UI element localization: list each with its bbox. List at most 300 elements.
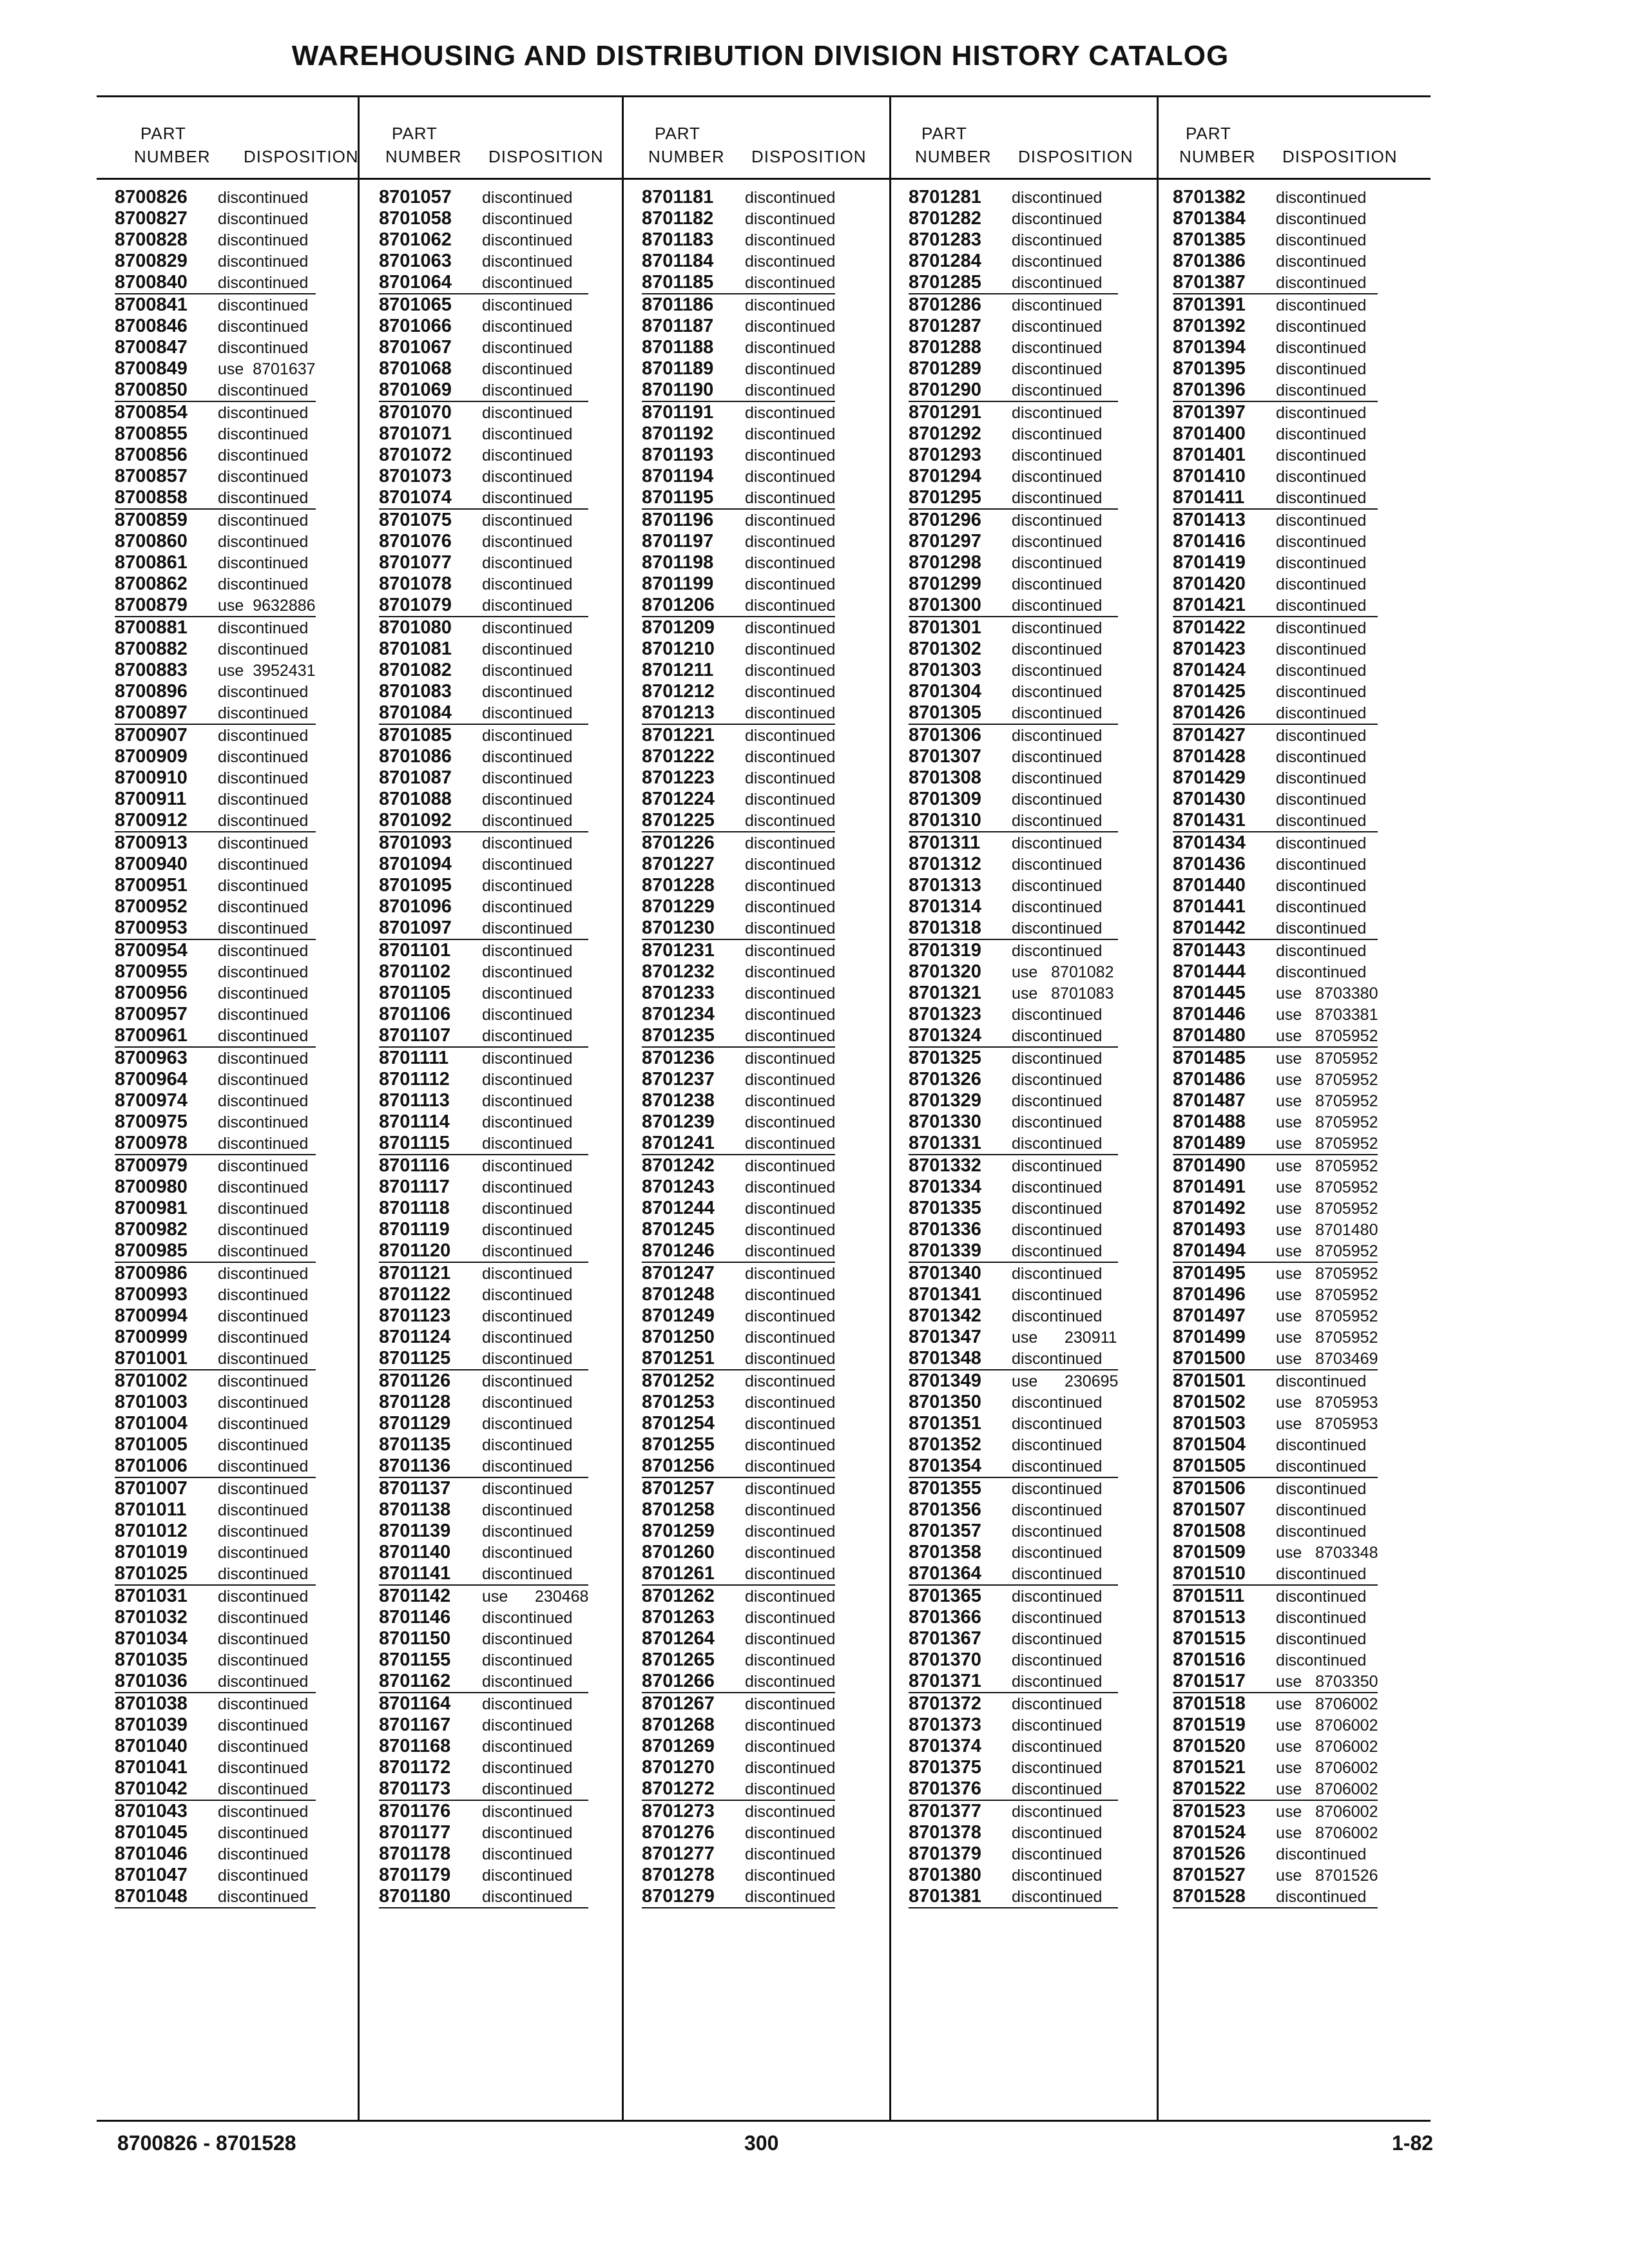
disposition: discontinued [482, 1544, 573, 1562]
table-row [642, 1263, 835, 1284]
disposition: discontinued [745, 189, 836, 207]
part-number: 8701006 [115, 1456, 188, 1476]
disposition: discontinued [1276, 575, 1367, 593]
part-number: 8701493 [1173, 1219, 1246, 1240]
disposition: discontinued [1012, 468, 1103, 486]
part-number: 8700963 [115, 1048, 188, 1068]
number-header-label: NUMBER [1179, 147, 1256, 166]
disposition: discontinued [745, 769, 836, 787]
part-number: 8701501 [1173, 1370, 1246, 1391]
disposition: discontinued [482, 575, 573, 593]
table-row [909, 1542, 1118, 1563]
disposition: discontinued [218, 1803, 309, 1821]
disposition: discontinued [482, 1716, 573, 1735]
disposition: discontinued [218, 1050, 309, 1068]
disposition: discontinued [218, 1350, 309, 1368]
part-number: 8701184 [642, 251, 714, 271]
disposition: discontinued [1276, 210, 1367, 228]
part-number: 8700829 [115, 251, 188, 271]
part-number: 8701395 [1173, 358, 1246, 379]
table-row [1173, 1069, 1378, 1090]
part-number: 8701227 [642, 854, 715, 874]
disposition: use 8705952 [1276, 1092, 1378, 1110]
part-number: 8701092 [379, 810, 452, 831]
table-row [909, 1069, 1118, 1090]
disposition: discontinued [1276, 425, 1367, 443]
part-number: 8701039 [115, 1715, 188, 1735]
disposition: discontinued [745, 1501, 836, 1519]
disposition: discontinued [482, 791, 573, 809]
disposition: discontinued [482, 554, 573, 572]
table-row [1173, 1671, 1378, 1693]
part-header-label: PART [140, 124, 186, 143]
disposition: discontinued [1276, 1588, 1367, 1606]
table-row [379, 1004, 588, 1025]
table-row [642, 1801, 835, 1822]
table-row [379, 1736, 588, 1757]
table-row [642, 294, 835, 316]
disposition: discontinued [1012, 1092, 1103, 1110]
disposition: discontinued [1012, 1780, 1103, 1798]
part-number: 8701364 [909, 1563, 981, 1584]
table-row [115, 1392, 316, 1413]
part-number: 8701291 [909, 402, 981, 423]
part-number: 8701485 [1173, 1048, 1246, 1068]
table-row [379, 1715, 588, 1736]
disposition: discontinued [218, 447, 309, 465]
part-number: 8701126 [379, 1370, 451, 1391]
part-number: 8701198 [642, 552, 714, 573]
disposition: use 8706002 [1276, 1803, 1378, 1821]
disposition-header-label: DISPOSITION [244, 147, 359, 166]
disposition-header-label: DISPOSITION [488, 147, 604, 166]
disposition: discontinued [218, 919, 309, 937]
part-number: 8701371 [909, 1671, 981, 1691]
part-number: 8700855 [115, 423, 188, 444]
table-row [379, 1177, 588, 1198]
part-number: 8701308 [909, 767, 981, 788]
table-row [1173, 380, 1378, 402]
part-number: 8701119 [379, 1219, 450, 1240]
table-row [909, 940, 1118, 961]
disposition: discontinued [482, 1135, 573, 1153]
table-row [115, 1048, 316, 1069]
disposition: discontinued [218, 1544, 309, 1562]
part-number: 8701285 [909, 272, 981, 293]
disposition: discontinued [482, 1071, 573, 1089]
table-row [379, 208, 588, 229]
part-number: 8701495 [1173, 1263, 1246, 1283]
table-row [1173, 337, 1378, 358]
disposition: discontinued [1276, 339, 1367, 357]
disposition: discontinued [482, 1651, 573, 1669]
table-row [1173, 251, 1378, 272]
part-number: 8701491 [1173, 1177, 1246, 1197]
disposition: discontinued [1012, 1242, 1103, 1260]
disposition: discontinued [218, 1265, 309, 1283]
table-row [115, 552, 316, 573]
disposition: use 8706002 [1276, 1780, 1378, 1798]
part-number: 8701509 [1173, 1542, 1246, 1562]
part-number: 8701168 [379, 1736, 451, 1756]
disposition: discontinued [1012, 1394, 1103, 1412]
disposition: discontinued [1012, 1501, 1103, 1519]
part-number: 8701391 [1173, 294, 1246, 315]
part-number: 8701181 [642, 187, 714, 207]
disposition: discontinued [218, 727, 309, 745]
disposition: discontinued [1012, 640, 1103, 658]
table-row [379, 487, 588, 510]
part-number: 8700913 [115, 832, 188, 853]
part-number: 8700978 [115, 1133, 188, 1153]
part-number: 8701223 [642, 767, 715, 788]
disposition: discontinued [745, 1565, 836, 1583]
disposition: discontinued [1012, 942, 1103, 960]
disposition: discontinued [218, 1867, 309, 1885]
part-header-label: PART [392, 124, 438, 143]
table-row [642, 918, 835, 940]
part-number: 8701365 [909, 1586, 981, 1606]
disposition: discontinued [218, 640, 309, 658]
part-number: 8701239 [642, 1111, 715, 1132]
disposition: use 8705953 [1276, 1415, 1378, 1433]
disposition: discontinued [1012, 1050, 1103, 1068]
disposition: discontinued [1276, 704, 1367, 722]
table-row [909, 810, 1118, 832]
table-row [1173, 595, 1378, 617]
part-number: 8701284 [909, 251, 981, 271]
disposition: discontinued [482, 318, 573, 336]
disposition: discontinued [1012, 1350, 1103, 1368]
table-row [642, 1649, 835, 1671]
disposition: discontinued [1276, 1651, 1367, 1669]
table-row [909, 1090, 1118, 1111]
disposition: discontinued [482, 1286, 573, 1304]
table-row [642, 531, 835, 552]
disposition: discontinued [1012, 339, 1103, 357]
part-number: 8701320 [909, 961, 981, 982]
table-row [909, 1628, 1118, 1649]
disposition: discontinued [1276, 1501, 1367, 1519]
part-number: 8701101 [379, 940, 451, 961]
table-row [1173, 639, 1378, 660]
table-row [115, 1542, 316, 1563]
disposition: discontinued [218, 468, 309, 486]
table-row [909, 510, 1118, 531]
disposition: discontinued [218, 533, 309, 551]
table-row [1173, 1456, 1378, 1478]
part-number: 8701311 [909, 832, 981, 853]
disposition: discontinued [482, 748, 573, 766]
table-row [1173, 531, 1378, 552]
disposition: discontinued [1276, 1630, 1367, 1648]
disposition: discontinued [1012, 1867, 1103, 1885]
disposition: discontinued [1012, 575, 1103, 593]
disposition: discontinued [1276, 662, 1367, 680]
table-row [379, 1693, 588, 1715]
part-number: 8701117 [379, 1177, 450, 1197]
table-row [1173, 1327, 1378, 1348]
table-row [379, 1478, 588, 1499]
disposition: discontinued [745, 1286, 836, 1304]
part-number: 8701387 [1173, 272, 1246, 293]
table-row [909, 229, 1118, 251]
disposition: discontinued [218, 791, 309, 809]
part-number: 8701183 [642, 229, 714, 250]
disposition: discontinued [218, 1113, 309, 1131]
disposition: discontinued [482, 339, 573, 357]
part-number: 8701416 [1173, 531, 1246, 552]
table-row [1173, 1586, 1378, 1607]
part-number: 8701146 [379, 1607, 451, 1628]
table-row [115, 1865, 316, 1886]
table-row [115, 1628, 316, 1649]
table-row [642, 1671, 835, 1693]
table-row [1173, 1542, 1378, 1563]
disposition: discontinued [745, 1716, 836, 1735]
table-row [115, 1240, 316, 1263]
disposition: discontinued [218, 942, 309, 960]
table-row [1173, 854, 1378, 875]
disposition: discontinued [218, 296, 309, 314]
disposition: discontinued [745, 640, 836, 658]
table-row [379, 1348, 588, 1370]
part-number: 8701082 [379, 660, 452, 680]
table-row [909, 187, 1118, 208]
disposition: discontinued [745, 1329, 836, 1347]
table-row [642, 1348, 835, 1370]
disposition: discontinued [482, 231, 573, 249]
table-row [642, 1177, 835, 1198]
table-row [115, 531, 316, 552]
part-number: 8700910 [115, 767, 188, 788]
disposition: discontinued [1012, 274, 1103, 292]
table-row [909, 1715, 1118, 1736]
part-number: 8701012 [115, 1521, 188, 1541]
number-header-label: NUMBER [385, 147, 462, 166]
part-number: 8701269 [642, 1736, 715, 1756]
disposition: discontinued [482, 1845, 573, 1863]
disposition: discontinued [745, 919, 836, 937]
part-number: 8701258 [642, 1499, 715, 1520]
table-row [909, 552, 1118, 573]
part-number: 8701266 [642, 1671, 715, 1691]
disposition: discontinued [1012, 296, 1103, 314]
part-number: 8701367 [909, 1628, 981, 1649]
part-number: 8700909 [115, 746, 188, 767]
part-number: 8701096 [379, 896, 452, 917]
disposition: discontinued [1276, 1565, 1367, 1583]
disposition: discontinued [1276, 231, 1367, 249]
part-number: 8701294 [909, 466, 981, 486]
disposition: discontinued [482, 1157, 573, 1175]
part-number: 8701004 [115, 1413, 188, 1434]
part-number: 8701411 [1173, 487, 1245, 508]
part-number: 8700956 [115, 983, 188, 1003]
part-number: 8701370 [909, 1649, 981, 1670]
part-number: 8701124 [379, 1327, 451, 1347]
disposition: discontinued [218, 1394, 309, 1412]
disposition: discontinued [482, 1695, 573, 1713]
part-number: 8701111 [379, 1048, 449, 1068]
table-row [379, 1219, 588, 1240]
table-row [909, 918, 1118, 940]
disposition: discontinued [1276, 253, 1367, 271]
part-number: 8701430 [1173, 789, 1246, 809]
part-number: 8701314 [909, 896, 981, 917]
part-number: 8701520 [1173, 1736, 1246, 1756]
table-row [642, 1305, 835, 1327]
table-row [379, 896, 588, 918]
disposition: use 3952431 [218, 662, 316, 680]
table-row [909, 1004, 1118, 1025]
table-row [379, 1111, 588, 1133]
disposition: discontinued [218, 856, 309, 874]
part-number: 8701242 [642, 1155, 715, 1176]
disposition: discontinued [1276, 856, 1367, 874]
disposition: discontinued [1276, 404, 1367, 422]
part-number: 8701199 [642, 573, 714, 594]
part-number: 8701264 [642, 1628, 715, 1649]
table-row [909, 1392, 1118, 1413]
table-row [115, 1843, 316, 1865]
table-row [379, 573, 588, 595]
part-number: 8701095 [379, 875, 452, 896]
part-number: 8701238 [642, 1090, 715, 1111]
disposition: use 8706002 [1276, 1695, 1378, 1713]
disposition: discontinued [745, 597, 836, 615]
catalog-title: WAREHOUSING AND DISTRIBUTION DIVISION HISTORY CATALOG [291, 40, 1229, 72]
part-number: 8701155 [379, 1649, 451, 1670]
table-row [115, 767, 316, 789]
part-number: 8701376 [909, 1778, 981, 1799]
disposition: discontinued [1276, 1888, 1367, 1906]
disposition: discontinued [745, 1738, 836, 1756]
disposition: discontinued [1276, 554, 1367, 572]
disposition: discontinued [745, 877, 836, 895]
disposition: discontinued [1012, 1544, 1103, 1562]
table-row [909, 1305, 1118, 1327]
part-number: 8701356 [909, 1499, 981, 1520]
part-number: 8701400 [1173, 423, 1246, 444]
table-row [379, 272, 588, 294]
part-number: 8701321 [909, 983, 981, 1003]
disposition-header-label: DISPOSITION [1282, 147, 1398, 166]
table-row [379, 358, 588, 380]
disposition: discontinued [745, 360, 836, 378]
part-number: 8701025 [115, 1563, 188, 1584]
part-number: 8701272 [642, 1778, 715, 1799]
table-row [642, 1693, 835, 1715]
part-number: 8701489 [1173, 1133, 1246, 1153]
table-row [115, 1499, 316, 1521]
disposition: discontinued [482, 1178, 573, 1196]
part-number: 8701524 [1173, 1822, 1246, 1843]
table-row [642, 510, 835, 531]
table-row [642, 1133, 835, 1155]
disposition: discontinued [745, 1006, 836, 1024]
disposition: use 8705952 [1276, 1286, 1378, 1304]
part-number: 8700826 [115, 187, 188, 207]
part-number: 8700858 [115, 487, 188, 508]
table-row [909, 832, 1118, 854]
part-number: 8701297 [909, 531, 981, 552]
table-row [1173, 1822, 1378, 1843]
table-row [379, 1542, 588, 1563]
disposition: discontinued [1012, 1673, 1103, 1691]
disposition: discontinued [218, 704, 309, 722]
disposition: discontinued [482, 985, 573, 1003]
disposition: discontinued [218, 575, 309, 593]
table-row [379, 1671, 588, 1693]
disposition: discontinued [1276, 748, 1367, 766]
part-number: 8701300 [909, 595, 981, 615]
disposition: discontinued [1012, 919, 1103, 937]
part-number: 8700975 [115, 1111, 188, 1132]
disposition: discontinued [745, 856, 836, 874]
disposition: discontinued [745, 791, 836, 809]
disposition: discontinued [482, 189, 573, 207]
table-row [1173, 552, 1378, 573]
part-number: 8701326 [909, 1069, 981, 1090]
disposition: discontinued [1276, 318, 1367, 336]
disposition: discontinued [218, 512, 309, 530]
table-row [642, 402, 835, 423]
table-row [379, 552, 588, 573]
disposition: discontinued [745, 339, 836, 357]
table-row [1173, 1263, 1378, 1284]
part-number: 8701179 [379, 1865, 451, 1885]
part-number: 8701123 [379, 1305, 451, 1326]
part-number: 8701283 [909, 229, 981, 250]
part-number: 8701231 [642, 940, 715, 961]
disposition: discontinued [1012, 1824, 1103, 1842]
disposition: discontinued [218, 1071, 309, 1089]
table-row [115, 510, 316, 531]
table-row [642, 1563, 835, 1586]
table-row [115, 832, 316, 854]
table-row [642, 272, 835, 294]
table-row [115, 337, 316, 358]
table-row [379, 1198, 588, 1219]
part-number: 8701211 [642, 660, 714, 680]
disposition: use 8706002 [1276, 1759, 1378, 1777]
table-row [379, 316, 588, 337]
disposition: discontinued [1276, 834, 1367, 852]
table-row [909, 1111, 1118, 1133]
disposition: discontinued [218, 1480, 309, 1498]
row-list [115, 187, 316, 1908]
disposition: discontinued [218, 1716, 309, 1735]
part-number: 8701221 [642, 725, 715, 745]
part-number: 8701304 [909, 681, 981, 702]
part-number: 8701253 [642, 1392, 715, 1412]
disposition: use 8703350 [1276, 1673, 1378, 1691]
part-number: 8701229 [642, 896, 715, 917]
part-number: 8701505 [1173, 1456, 1246, 1476]
disposition: discontinued [1012, 662, 1103, 680]
part-number: 8701421 [1173, 595, 1246, 615]
part-number: 8701299 [909, 573, 981, 594]
part-number: 8701088 [379, 789, 452, 809]
disposition: discontinued [745, 1221, 836, 1239]
disposition: discontinued [1012, 1027, 1103, 1045]
disposition: discontinued [1012, 1759, 1103, 1777]
part-number: 8701265 [642, 1649, 715, 1670]
disposition: discontinued [745, 1888, 836, 1906]
table-row [379, 466, 588, 487]
disposition: discontinued [745, 447, 836, 465]
